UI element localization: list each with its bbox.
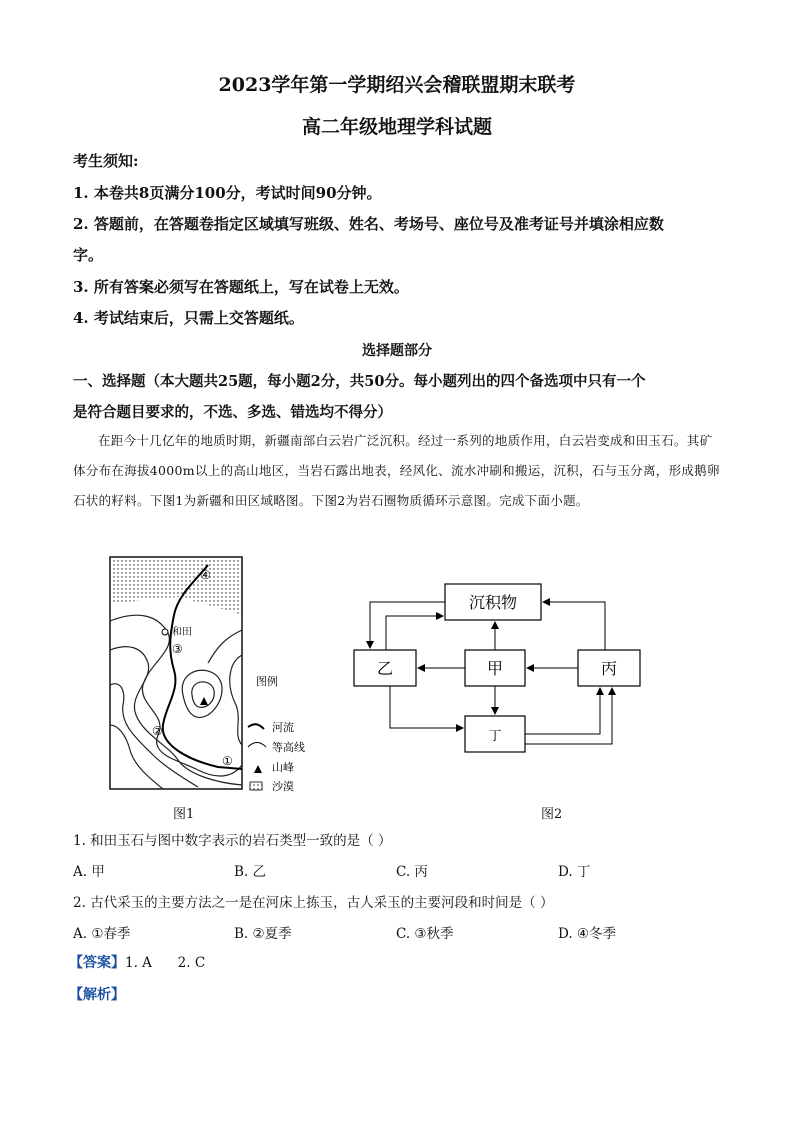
- label-sediment: 沉积物: [468, 593, 518, 612]
- legend-desert: 沙漠: [272, 780, 294, 793]
- label-jia: 甲: [486, 659, 504, 678]
- q1-option-c: C. 丙: [396, 864, 428, 880]
- label-bing: 丙: [600, 659, 618, 678]
- notice-item-2-cont: 字。: [73, 246, 104, 264]
- notice-item-2: 2. 答题前，在答题卷指定区域填写班级、姓名、考场号、座位号及准考证号并填涂相应数: [73, 215, 664, 233]
- figure2-caption: 图2: [541, 807, 563, 822]
- marker-4: ④: [200, 568, 211, 582]
- marker-2: ②: [152, 724, 163, 738]
- q2-option-c: C. ③秋季: [396, 926, 454, 942]
- marker-3: ③: [172, 642, 183, 656]
- legend-contour: 等高线: [272, 741, 305, 754]
- legend-river: 河流: [272, 721, 294, 734]
- q1-option-d: D. 丁: [558, 864, 591, 880]
- question-1-stem: 1. 和田玉石与图中数字表示的岩石类型一致的是（ ）: [73, 833, 392, 849]
- q2-option-d: D. ④冬季: [558, 926, 617, 942]
- figure1-caption: 图1: [173, 807, 195, 822]
- peak-icon: [200, 697, 208, 705]
- legend-contour-icon: [248, 743, 266, 748]
- legend-peak: 山峰: [272, 761, 294, 774]
- answer-tag: 【答案】: [69, 955, 125, 971]
- exam-subtitle: 高二年级地理学科试题: [301, 116, 492, 138]
- question-2-stem: 2. 古代采玉的主要方法之一是在河床上拣玉，古人采玉的主要河段和时间是（ ）: [73, 895, 554, 911]
- analysis-tag: 【解析】: [69, 987, 125, 1003]
- q2-option-b: B. ②夏季: [234, 926, 292, 942]
- marker-1: ①: [222, 754, 233, 768]
- q1-option-a: A. 甲: [73, 864, 105, 880]
- section-title: 选择题部分: [362, 343, 432, 359]
- answer-line: [69, 952, 205, 972]
- hetian-city-label: 和田: [172, 627, 192, 638]
- notice-heading: 考生须知:: [73, 152, 139, 170]
- notice-item-3: 3. 所有答案必须写在答题纸上，写在试卷上无效。: [73, 278, 409, 296]
- figure1-map: [108, 555, 358, 795]
- figure2-rock-cycle: [350, 578, 650, 758]
- q1-option-b: B. 乙: [234, 864, 267, 880]
- label-yi: 乙: [376, 659, 394, 678]
- notice-item-1: 1. 本卷共8页满分100分，考试时间90分钟。: [73, 184, 382, 202]
- legend-peak-icon: [254, 765, 262, 773]
- legend-title: 图例: [256, 675, 278, 688]
- section-intro-line2: 是符合题目要求的，不选、多选、错选均不得分）: [73, 404, 392, 421]
- legend-river-icon: [248, 724, 264, 729]
- q2-option-a: A. ①春季: [73, 926, 131, 942]
- section-intro-line1: 一、选择题（本大题共25题，每小题2分，共50分。每小题列出的四个备选项中只有一个: [73, 373, 646, 390]
- passage-text: 在距今十几亿年的地质时期，新疆南部白云岩广泛沉积。经过一系列的地质作用，白云岩变成和田玉石。其矿体分布在海拔4000m以上的高山地区，当岩石露出地表，经风化、流水冲刷和搬运，沉积，石与玉分离，形成鹅卵石状的籽料。下图1为新疆和田区域略图。下图2为岩石圈物质循环示意图。完成下面小题。: [73, 433, 720, 508]
- answer-text: 1. A 2. C: [125, 955, 206, 971]
- notice-item-4: 4. 考试结束后，只需上交答题纸。: [73, 309, 304, 327]
- label-ding: 丁: [488, 729, 502, 744]
- legend-desert-icon: [250, 782, 262, 790]
- exam-title: 2023学年第一学期绍兴会稽联盟期末联考: [218, 74, 576, 96]
- map-legend: [248, 674, 305, 793]
- hetian-city-dot: [162, 629, 168, 635]
